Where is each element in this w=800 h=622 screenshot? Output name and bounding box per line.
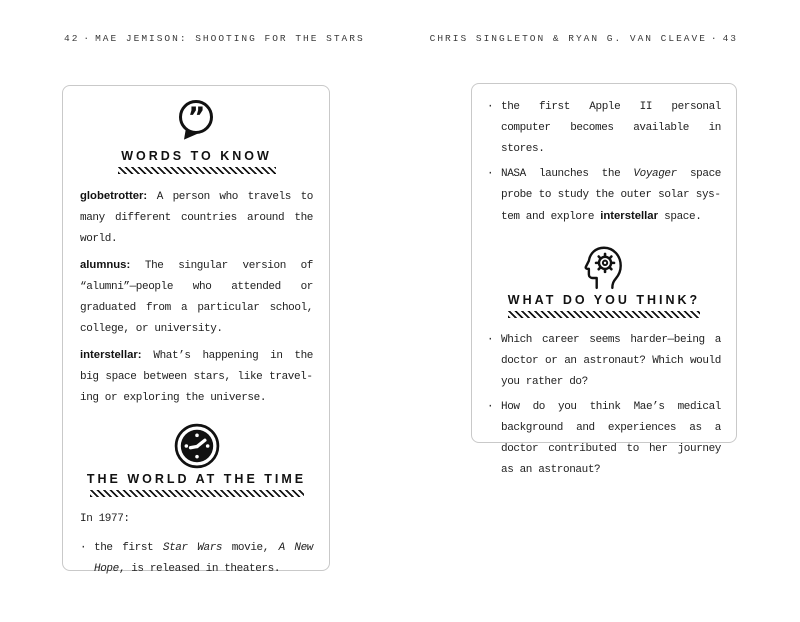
bullet-dot: · — [80, 542, 87, 554]
hatch-divider — [118, 167, 276, 174]
definition-alumnus: alumnus: The singular version of “alumni”—people who attended or graduated from a particular school, college, or university. — [80, 259, 313, 335]
what-do-you-think-icon-row — [487, 242, 721, 290]
right-sidebar-card — [471, 83, 737, 476]
clock-icon — [174, 423, 220, 469]
authors: CHRIS SINGLETON & RYAN G. VAN CLEAVE — [429, 33, 707, 44]
timeline-bullet-voyager: · NASA launches the Voyager space probe to study the outer solar system and explore interstellar space. — [487, 164, 721, 228]
bullet-dot: · — [487, 168, 494, 180]
header-separator: · — [83, 33, 92, 44]
question-bullet-career: · Which career seems harder—being a doctor or an astronaut? Which would you rather do? — [487, 330, 721, 393]
year-intro: In 1977: — [80, 513, 130, 525]
bullet-dot: · — [487, 334, 494, 346]
header-separator: · — [710, 33, 719, 44]
book-title: MAE JEMISON: SHOOTING FOR THE STARS — [95, 33, 365, 44]
hatch-divider — [508, 311, 700, 318]
head-gear-icon — [583, 242, 625, 290]
bullet-dot: · — [487, 401, 494, 413]
definition-globetrotter: globetrotter: A person who travels to many different countries around the world. — [80, 190, 313, 245]
definition-interstellar: interstellar: What’s happening in the big space between stars, like traveling or exploring the universe. — [80, 349, 313, 404]
hatch-divider — [90, 490, 304, 497]
words-to-know-heading: WORDS TO KNOW — [121, 149, 272, 163]
right-running-head — [430, 33, 738, 44]
what-do-you-think-heading: WHAT DO YOU THINK? — [507, 293, 701, 307]
world-at-the-time-icon-row — [80, 423, 313, 469]
left-sidebar-card — [62, 85, 330, 575]
timeline-bullet-star-wars: · the first Star Wars movie, A New Hope, is released in theaters. — [80, 538, 313, 580]
left-running-head — [64, 33, 365, 44]
world-at-the-time-heading: THE WORLD AT THE TIME — [86, 472, 307, 486]
words-to-know-icon-row — [80, 98, 313, 146]
left-page-number: 42 — [64, 33, 80, 44]
question-bullet-medical-background: · How do you think Mae’s medical background and experiences as a doctor contributed to her journey as an astronaut? — [487, 397, 721, 481]
bullet-dot: · — [487, 101, 494, 113]
right-page-number: 43 — [722, 33, 738, 44]
quote-marks: ” — [187, 102, 206, 133]
speech-quotes-icon — [174, 98, 220, 146]
timeline-bullet-apple-ii: · the first Apple II personal computer becomes available in stores. — [487, 97, 721, 160]
